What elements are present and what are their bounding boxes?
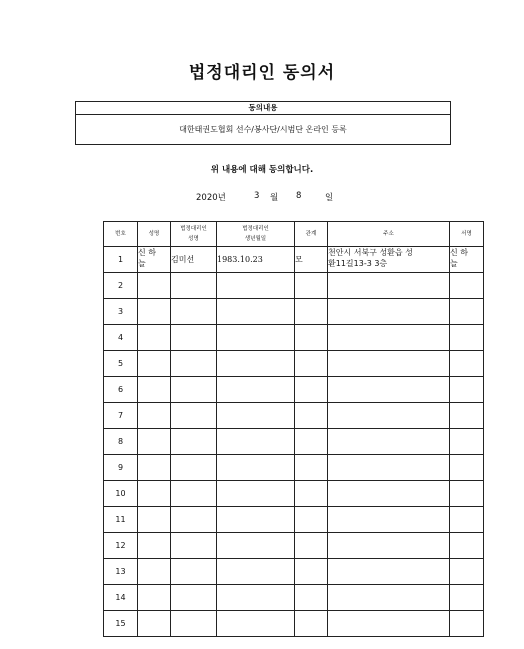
guardian-name-cell[interactable] [171,611,217,637]
signature-cell[interactable] [450,533,484,559]
col-header-number [104,222,138,247]
guardian-birth-cell[interactable] [217,299,295,325]
relation-cell[interactable] [295,507,328,533]
row-number: 15 [104,611,138,637]
relation-cell[interactable] [295,455,328,481]
header-label: 법정대리인 성명 [180,226,207,242]
address-cell[interactable] [328,611,450,637]
signature-cell[interactable] [450,611,484,637]
table-row [104,247,484,273]
row-number: 5 [104,351,138,377]
name-cell[interactable] [138,273,171,299]
row-number: 9 [104,455,138,481]
guardian-name-cell[interactable] [171,429,217,455]
col-header-name [138,222,171,247]
guardian-name-cell[interactable] [171,299,217,325]
row-number: 4 [104,325,138,351]
guardian-birth-cell[interactable] [217,611,295,637]
row-number: 11 [104,507,138,533]
table-row [104,299,484,325]
guardian-name-cell[interactable] [171,481,217,507]
guardian-birth-cell[interactable] [217,533,295,559]
address-cell[interactable] [328,299,450,325]
relation-cell[interactable] [295,611,328,637]
guardian-birth-cell[interactable]: 1983.10.23 [217,247,295,273]
guardian-birth-cell[interactable] [217,585,295,611]
table-row [104,533,484,559]
table-row [104,481,484,507]
relation-cell[interactable] [295,377,328,403]
header-label: 성명 [148,231,160,237]
guardian-birth-cell[interactable] [217,429,295,455]
address-cell[interactable] [328,429,450,455]
guardian-birth-cell[interactable] [217,403,295,429]
header-label: 주소 [383,231,394,237]
name-cell[interactable] [138,559,171,585]
address-cell[interactable] [328,585,450,611]
relation-cell[interactable] [295,299,328,325]
name-cell[interactable] [138,429,171,455]
guardian-name-cell[interactable] [171,273,217,299]
signature-cell[interactable] [450,559,484,585]
col-header-address [328,222,450,247]
guardian-birth-cell[interactable] [217,559,295,585]
signature-cell[interactable] [450,481,484,507]
row-number: 2 [104,273,138,299]
date-month: 3 [254,191,260,201]
col-header-guardian-birth [217,222,295,247]
name-cell[interactable] [138,325,171,351]
signature-cell[interactable] [450,325,484,351]
relation-cell[interactable] [295,533,328,559]
name-cell[interactable] [138,299,171,325]
name-cell[interactable] [138,611,171,637]
guardian-birth-cell[interactable] [217,325,295,351]
name-cell[interactable] [138,533,171,559]
table-row [104,429,484,455]
row-number: 6 [104,377,138,403]
address-cell[interactable] [328,403,450,429]
name-cell[interactable] [138,403,171,429]
consent-box [75,101,451,145]
guardian-name-cell[interactable] [171,507,217,533]
guardian-name-cell[interactable] [171,559,217,585]
col-header-signature [450,222,484,247]
guardian-birth-cell[interactable] [217,507,295,533]
signature-cell[interactable] [450,351,484,377]
relation-cell[interactable] [295,585,328,611]
page-title: 법정대리인 동의서 [188,63,336,83]
address-cell[interactable] [328,455,450,481]
relation-cell[interactable]: 모 [295,247,328,273]
address-cell[interactable] [328,325,450,351]
relation-cell[interactable] [295,429,328,455]
row-number: 3 [104,299,138,325]
table-header-row [104,222,484,247]
table-row [104,403,484,429]
consent-body: 대한태권도협회 선수/봉사단/시범단 온라인 등록 [179,125,347,134]
header-label: 법정대리인 생년월일 [242,226,269,242]
guardian-name-cell[interactable] [171,455,217,481]
table-row [104,455,484,481]
table-row [104,507,484,533]
name-cell[interactable] [138,507,171,533]
signature-cell[interactable] [450,273,484,299]
relation-cell[interactable] [295,325,328,351]
col-header-relation [295,222,328,247]
relation-cell[interactable] [295,559,328,585]
date-day: 8 [296,191,302,201]
header-label: 번호 [115,231,126,237]
signature-cell[interactable] [450,299,484,325]
name-cell[interactable] [138,377,171,403]
header-label: 관계 [305,231,317,237]
guardian-name-cell[interactable] [171,325,217,351]
date-day-unit: 일 [325,193,334,203]
address-cell[interactable]: 천안시 서북구 성환읍 성 환11길13-3 3층 [328,247,450,273]
row-number: 7 [104,403,138,429]
col-header-guardian-name [171,222,217,247]
address-cell[interactable] [328,351,450,377]
name-cell[interactable] [138,585,171,611]
signature-cell[interactable] [450,507,484,533]
row-number: 14 [104,585,138,611]
name-cell[interactable] [138,455,171,481]
guardian-name-cell[interactable] [171,403,217,429]
signature-cell[interactable] [450,377,484,403]
signature-cell[interactable] [450,429,484,455]
table-row [104,377,484,403]
guardian-name-cell[interactable] [171,585,217,611]
date-month-unit: 월 [270,193,279,203]
address-cell[interactable] [328,559,450,585]
guardian-name-cell[interactable] [171,377,217,403]
signature-cell[interactable]: 신 하 늘 [450,247,484,273]
guardian-name-cell[interactable]: 김미선 [171,247,217,273]
address-cell[interactable] [328,507,450,533]
row-number: 1 [104,247,138,273]
relation-cell[interactable] [295,351,328,377]
table-row [104,559,484,585]
guardian-birth-cell[interactable] [217,455,295,481]
row-number: 13 [104,559,138,585]
date-year: 2020년 [196,193,226,203]
row-number: 12 [104,533,138,559]
table-row [104,325,484,351]
name-cell[interactable] [138,351,171,377]
table-row [104,611,484,637]
header-label: 서명 [461,231,472,237]
consent-header: 동의내용 [76,102,450,115]
agree-statement: 위 내용에 대해 동의합니다. [210,165,314,175]
table-row [104,273,484,299]
address-cell[interactable] [328,481,450,507]
relation-cell[interactable] [295,481,328,507]
guardian-birth-cell[interactable] [217,351,295,377]
guardian-name-cell[interactable] [171,351,217,377]
address-cell[interactable] [328,533,450,559]
row-number: 8 [104,429,138,455]
guardian-birth-cell[interactable] [217,481,295,507]
address-cell[interactable] [328,273,450,299]
signature-cell[interactable] [450,455,484,481]
guardian-name-cell[interactable] [171,533,217,559]
table-row [104,585,484,611]
relation-cell[interactable] [295,403,328,429]
address-cell[interactable] [328,377,450,403]
row-number: 10 [104,481,138,507]
guardian-birth-cell[interactable] [217,377,295,403]
guardian-birth-cell[interactable] [217,273,295,299]
name-cell[interactable]: 신 하 늘 [138,247,171,273]
table-row [104,351,484,377]
signature-cell[interactable] [450,403,484,429]
guardian-table [103,221,484,637]
name-cell[interactable] [138,481,171,507]
relation-cell[interactable] [295,273,328,299]
signature-cell[interactable] [450,585,484,611]
